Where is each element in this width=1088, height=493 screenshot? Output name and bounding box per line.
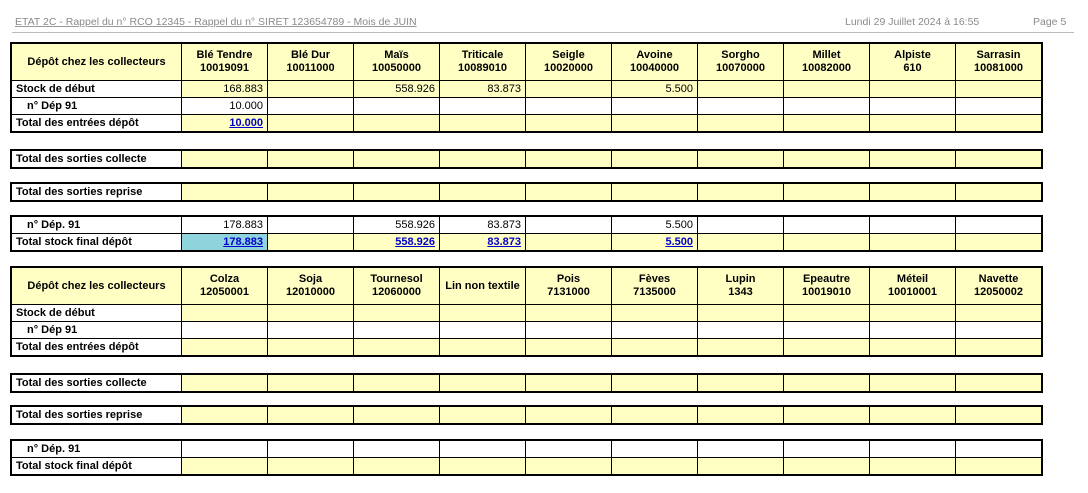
crop-name: Epeautre [802,273,851,285]
value-cell[interactable] [526,339,612,356]
crop-name: Triticale [461,49,504,61]
crop-name: Lupin [725,273,756,285]
value-cell[interactable] [698,339,784,356]
value-cell[interactable] [870,184,956,201]
row-label: Total stock final dépôt [12,458,182,475]
value-cell[interactable] [784,115,870,132]
column-header-row [12,268,1042,305]
crop-name: Colza [209,273,240,285]
value-cell[interactable] [784,339,870,356]
crop-code: 10011000 [286,62,335,74]
row-sorties-collecte [12,151,1042,168]
crop-name: Seigle [552,49,585,61]
value-cell[interactable] [268,81,354,98]
crop-name: Tournesol [370,273,423,285]
crop-code: 10081000 [974,62,1023,74]
value-cell[interactable] [698,375,784,392]
header-divider [12,32,1074,33]
value-cell[interactable] [526,234,612,251]
crop-code: 12010000 [286,286,335,298]
value-cell[interactable] [870,458,956,475]
value-cell[interactable] [870,322,956,339]
value-cell[interactable] [354,375,440,392]
value-cell[interactable] [956,81,1042,98]
table1-entrees [11,43,1042,132]
value-cell[interactable] [956,98,1042,115]
value-cell[interactable] [870,98,956,115]
value-cell[interactable] [784,322,870,339]
crop-name: Pois [556,273,581,285]
value-cell[interactable] [956,151,1042,168]
column-header [268,44,354,81]
value-cell[interactable] [526,151,612,168]
value-cell[interactable] [526,81,612,98]
value-cell[interactable] [956,458,1042,475]
value-cell[interactable] [440,184,526,201]
value-cell[interactable] [870,151,956,168]
value-cell[interactable] [268,339,354,356]
row-label: n° Dép 91 [12,322,182,339]
value-cell[interactable] [354,234,440,251]
value-link[interactable]: 178.883 [223,236,263,248]
value-link[interactable]: 5.500 [665,236,693,248]
crop-code: 12050001 [200,286,249,298]
value-cell[interactable] [440,407,526,424]
table1-stock-final [11,216,1042,251]
crop-name: Blé Tendre [196,49,253,61]
crop-code: 12050002 [974,286,1023,298]
value-cell[interactable]: 10.000 [182,98,268,115]
crop-name: Sarrasin [976,49,1021,61]
value-cell[interactable] [182,184,268,201]
value-cell[interactable] [612,151,698,168]
row-total-entrees [12,115,1042,132]
value-cell[interactable] [698,98,784,115]
value-cell[interactable] [698,322,784,339]
crop-name: Blé Dur [290,49,331,61]
value-cell[interactable] [440,151,526,168]
value-cell[interactable] [870,375,956,392]
value-cell[interactable] [956,234,1042,251]
value-cell[interactable] [354,115,440,132]
value-cell[interactable] [354,151,440,168]
crop-code: 10050000 [372,62,421,74]
value-cell[interactable] [870,407,956,424]
value-cell[interactable] [698,217,784,234]
value-cell[interactable] [440,375,526,392]
value-cell[interactable] [526,375,612,392]
value-cell[interactable] [956,407,1042,424]
value-cell[interactable] [956,322,1042,339]
column-header [440,44,526,81]
value-cell[interactable] [612,458,698,475]
value-cell[interactable] [526,305,612,322]
value-cell[interactable] [526,217,612,234]
row-dep91 [12,322,1042,339]
value-cell[interactable] [526,322,612,339]
value-cell[interactable] [956,217,1042,234]
value-cell[interactable] [870,305,956,322]
value-cell[interactable]: 5.500 [612,81,698,98]
row-label: Total stock final dépôt [12,234,182,251]
value-cell[interactable] [526,98,612,115]
value-cell[interactable] [268,407,354,424]
row-dep91 [12,98,1042,115]
value-cell[interactable] [870,234,956,251]
value-cell[interactable] [268,98,354,115]
value-cell[interactable]: 83.873 [440,217,526,234]
value-cell[interactable] [870,339,956,356]
row-label: Total des sorties reprise [12,184,182,201]
value-cell[interactable] [698,151,784,168]
value-cell[interactable] [784,151,870,168]
value-cell[interactable] [440,322,526,339]
value-cell[interactable] [956,115,1042,132]
value-cell[interactable] [784,441,870,458]
value-cell[interactable] [698,458,784,475]
value-cell[interactable] [182,441,268,458]
value-cell[interactable] [182,234,268,251]
value-cell[interactable] [354,305,440,322]
value-cell[interactable] [354,458,440,475]
value-cell[interactable] [182,339,268,356]
column-header [182,268,268,305]
value-cell[interactable] [526,458,612,475]
value-cell[interactable] [956,339,1042,356]
value-cell[interactable] [354,339,440,356]
crop-name: Alpiste [894,49,931,61]
table2-sorties-reprise [11,406,1042,424]
row-label: Total des entrées dépôt [12,115,182,132]
value-cell[interactable] [182,115,268,132]
column-header [870,44,956,81]
value-cell[interactable] [870,217,956,234]
value-cell[interactable] [612,305,698,322]
value-cell[interactable] [268,375,354,392]
crop-code: 10082000 [802,62,851,74]
value-cell[interactable] [182,407,268,424]
crop-code: 10040000 [630,62,679,74]
value-cell[interactable] [956,375,1042,392]
crop-name: Soja [298,273,323,285]
value-cell[interactable] [784,407,870,424]
row-dep91-final [12,441,1042,458]
value-cell[interactable] [870,115,956,132]
column-header [784,268,870,305]
table2-sorties-collecte [11,374,1042,392]
column-header [354,268,440,305]
crop-name: Fèves [638,273,671,285]
value-cell[interactable] [612,115,698,132]
column-header [956,44,1042,81]
value-cell[interactable] [182,305,268,322]
row-label: n° Dép. 91 [12,441,182,458]
crop-code: 10019091 [200,62,249,74]
row-total-entrees [12,339,1042,356]
value-cell[interactable] [956,305,1042,322]
value-cell[interactable] [526,184,612,201]
page-number: Page 5 [1033,16,1067,28]
row-label: Stock de début [12,81,182,98]
row-dep91-final [12,217,1042,234]
table2-stock-final [11,440,1042,475]
crop-code: 10070000 [716,62,765,74]
crop-name: Millet [812,49,841,61]
value-cell[interactable] [870,441,956,458]
value-cell[interactable] [182,458,268,475]
value-cell[interactable] [268,305,354,322]
crop-code: 1343 [728,286,753,298]
crop-code: 10020000 [544,62,593,74]
depot-header: Dépôt chez les collecteurs [12,268,182,305]
value-cell[interactable] [440,339,526,356]
value-cell[interactable] [784,217,870,234]
depot-header: Dépôt chez les collecteurs [12,44,182,81]
value-cell[interactable] [354,184,440,201]
value-cell[interactable] [698,184,784,201]
column-header [698,44,784,81]
value-cell[interactable] [440,305,526,322]
crop-code: 610 [903,62,922,74]
crop-name: Lin non textile [445,279,520,292]
value-cell[interactable] [440,98,526,115]
value-cell[interactable] [182,375,268,392]
value-cell[interactable] [440,441,526,458]
value-cell[interactable] [268,115,354,132]
table1-sorties-collecte [11,150,1042,168]
row-label: n° Dép 91 [12,98,182,115]
value-cell[interactable] [784,305,870,322]
column-header [268,268,354,305]
value-cell[interactable] [268,458,354,475]
report-header [0,14,1088,30]
crop-code: 10010001 [888,286,937,298]
column-header [182,44,268,81]
crop-name: Maïs [384,49,409,61]
column-header [612,268,698,305]
value-cell[interactable] [698,407,784,424]
value-cell[interactable] [698,305,784,322]
value-cell[interactable] [526,407,612,424]
row-total-stock-final [12,234,1042,251]
value-cell[interactable] [612,322,698,339]
value-cell[interactable] [784,184,870,201]
value-cell[interactable] [268,234,354,251]
crop-code: 10089010 [458,62,507,74]
value-cell[interactable] [354,98,440,115]
crop-code: 10019010 [802,286,851,298]
crop-code: 7131000 [547,286,590,298]
crop-name: Avoine [636,49,673,61]
column-header [698,268,784,305]
row-sorties-reprise [12,407,1042,424]
row-label: Total des sorties collecte [12,375,182,392]
value-cell[interactable] [956,441,1042,458]
value-cell[interactable] [784,375,870,392]
crop-name: Sorgho [721,49,760,61]
value-cell[interactable] [268,151,354,168]
value-cell[interactable] [956,184,1042,201]
row-label: n° Dép. 91 [12,217,182,234]
column-header-row [12,44,1042,81]
value-cell[interactable] [440,234,526,251]
value-cell[interactable] [698,115,784,132]
row-stock-debut [12,81,1042,98]
value-cell[interactable]: 83.873 [440,81,526,98]
report-date: Lundi 29 Juillet 2024 à 16:55 [845,16,980,28]
column-header [612,44,698,81]
value-cell[interactable] [784,458,870,475]
value-cell[interactable] [612,407,698,424]
value-cell[interactable]: 5.500 [612,217,698,234]
crop-code: 12060000 [372,286,421,298]
value-cell[interactable] [870,81,956,98]
table1-sorties-reprise [11,183,1042,201]
row-label: Total des sorties reprise [12,407,182,424]
value-cell[interactable] [612,234,698,251]
value-cell[interactable] [182,151,268,168]
column-header [870,268,956,305]
crop-code: 7135000 [633,286,676,298]
column-header [354,44,440,81]
row-stock-debut [12,305,1042,322]
value-cell[interactable] [784,234,870,251]
value-cell[interactable] [526,441,612,458]
value-cell[interactable] [268,322,354,339]
column-header [526,44,612,81]
column-header [956,268,1042,305]
value-cell[interactable] [784,98,870,115]
value-cell[interactable]: 178.883 [182,217,268,234]
value-cell[interactable] [612,375,698,392]
row-total-stock-final [12,458,1042,475]
value-cell[interactable] [698,441,784,458]
value-cell[interactable] [268,217,354,234]
value-cell[interactable]: 558.926 [354,81,440,98]
crop-name: Navette [978,273,1019,285]
value-cell[interactable]: 558.926 [354,217,440,234]
row-sorties-reprise [12,184,1042,201]
value-cell[interactable] [182,322,268,339]
value-cell[interactable] [612,184,698,201]
row-label: Stock de début [12,305,182,322]
value-cell[interactable] [440,458,526,475]
column-header [784,44,870,81]
crop-name: Méteil [896,273,929,285]
value-cell[interactable] [526,115,612,132]
column-header [526,268,612,305]
value-link[interactable]: 83.873 [487,236,521,248]
report-title: ETAT 2C - Rappel du n° RCO 12345 - Rappel du n° SIRET 123654789 - Mois de JUIN [15,16,417,28]
row-label: Total des entrées dépôt [12,339,182,356]
value-cell[interactable] [354,407,440,424]
value-link[interactable]: 10.000 [229,117,263,129]
value-cell[interactable] [612,441,698,458]
value-cell[interactable] [612,339,698,356]
value-cell[interactable] [268,441,354,458]
value-cell[interactable] [354,441,440,458]
value-cell[interactable]: 168.883 [182,81,268,98]
value-cell[interactable] [268,184,354,201]
row-label: Total des sorties collecte [12,151,182,168]
value-cell[interactable] [440,115,526,132]
value-cell[interactable] [698,234,784,251]
value-cell[interactable] [698,81,784,98]
value-cell[interactable] [354,322,440,339]
table2-entrees [11,267,1042,356]
value-cell[interactable] [784,81,870,98]
row-sorties-collecte [12,375,1042,392]
value-link[interactable]: 558.926 [395,236,435,248]
column-header [440,268,526,305]
value-cell[interactable] [612,98,698,115]
